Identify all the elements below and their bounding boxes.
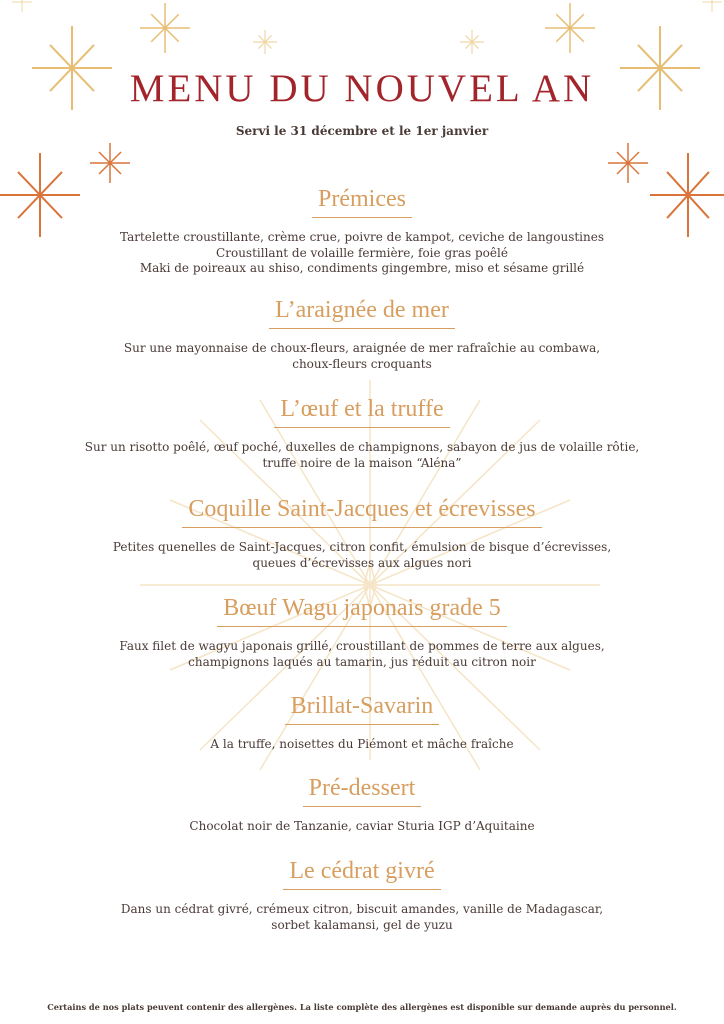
menu-section	[0, 593, 724, 670]
description-line: Dans un cédrat givré, crémeux citron, biscuit amandes, vanille de Madagascar,	[120, 902, 604, 916]
star-icon	[702, 0, 722, 12]
menu-section	[0, 394, 724, 471]
description-line: Sur un risotto poêlé, œuf poché, duxelles de champignons, sabayon de jus de volaille rôtie,	[84, 440, 640, 454]
section-description	[0, 440, 724, 471]
description-line: choux-fleurs croquants	[292, 356, 432, 371]
description-line: sorbet kalamansi, gel de yuzu	[271, 917, 453, 932]
section-heading: Brillat-Savarin	[285, 691, 440, 725]
menu-section	[0, 856, 724, 933]
description-line: Tartelette croustillante, crème crue, poivre de kampot, ceviche de langoustines	[120, 230, 604, 244]
allergen-notice: Certains de nos plats peuvent contenir des allergènes. La liste complète des allergènes est disponible sur demande auprès du personnel.	[47, 1002, 677, 1012]
description-line: A la truffe, noisettes du Piémont et mâche fraîche	[210, 737, 514, 751]
star-icon	[545, 3, 595, 53]
description-line: Chocolat noir de Tanzanie, caviar Sturia IGP d’Aquitaine	[189, 819, 535, 833]
menu-subtitle: Servi le 31 décembre et le 1er janvier	[235, 124, 489, 138]
section-heading: L’araignée de mer	[269, 295, 455, 329]
menu-section	[0, 773, 724, 835]
section-description	[0, 819, 724, 835]
menu-section	[0, 184, 724, 277]
section-description	[0, 737, 724, 753]
section-description	[0, 902, 724, 933]
description-line: champignons laqués au tamarin, jus réduit au citron noir	[188, 654, 536, 669]
section-heading: Coquille Saint-Jacques et écrevisses	[182, 494, 541, 528]
description-line: queues d’écrevisses aux algues nori	[252, 555, 472, 570]
menu-section	[0, 295, 724, 372]
menu-section	[0, 691, 724, 753]
description-line: Croustillant de volaille fermière, foie gras poêlé	[216, 245, 508, 260]
section-description	[0, 540, 724, 571]
star-icon	[608, 143, 648, 183]
section-heading: Bœuf Wagu japonais grade 5	[217, 593, 507, 627]
section-heading: L’œuf et la truffe	[274, 394, 449, 428]
star-icon	[253, 30, 277, 54]
description-line: Petites quenelles de Saint-Jacques, citron confit, émulsion de bisque d’écrevisses,	[112, 540, 612, 554]
section-description	[0, 639, 724, 670]
description-line: truffe noire de la maison “Aléna”	[262, 455, 462, 470]
description-line: Sur une mayonnaise de choux-fleurs, araignée de mer rafraîchie au combawa,	[123, 341, 601, 355]
star-icon	[12, 0, 32, 12]
section-heading: Le cédrat givré	[283, 856, 440, 890]
star-icon	[90, 143, 130, 183]
star-icon	[140, 3, 190, 53]
star-icon	[460, 30, 484, 54]
section-description	[0, 341, 724, 372]
description-line: Faux filet de wagyu japonais grillé, croustillant de pommes de terre aux algues,	[119, 639, 605, 653]
section-description	[0, 230, 724, 277]
description-line: Maki de poireaux au shiso, condiments gingembre, miso et sésame grillé	[139, 261, 585, 275]
menu-section	[0, 494, 724, 571]
section-heading: Prémices	[312, 184, 412, 218]
menu-title: MENU DU NOUVEL AN	[129, 67, 595, 110]
section-heading: Pré-dessert	[303, 773, 422, 807]
